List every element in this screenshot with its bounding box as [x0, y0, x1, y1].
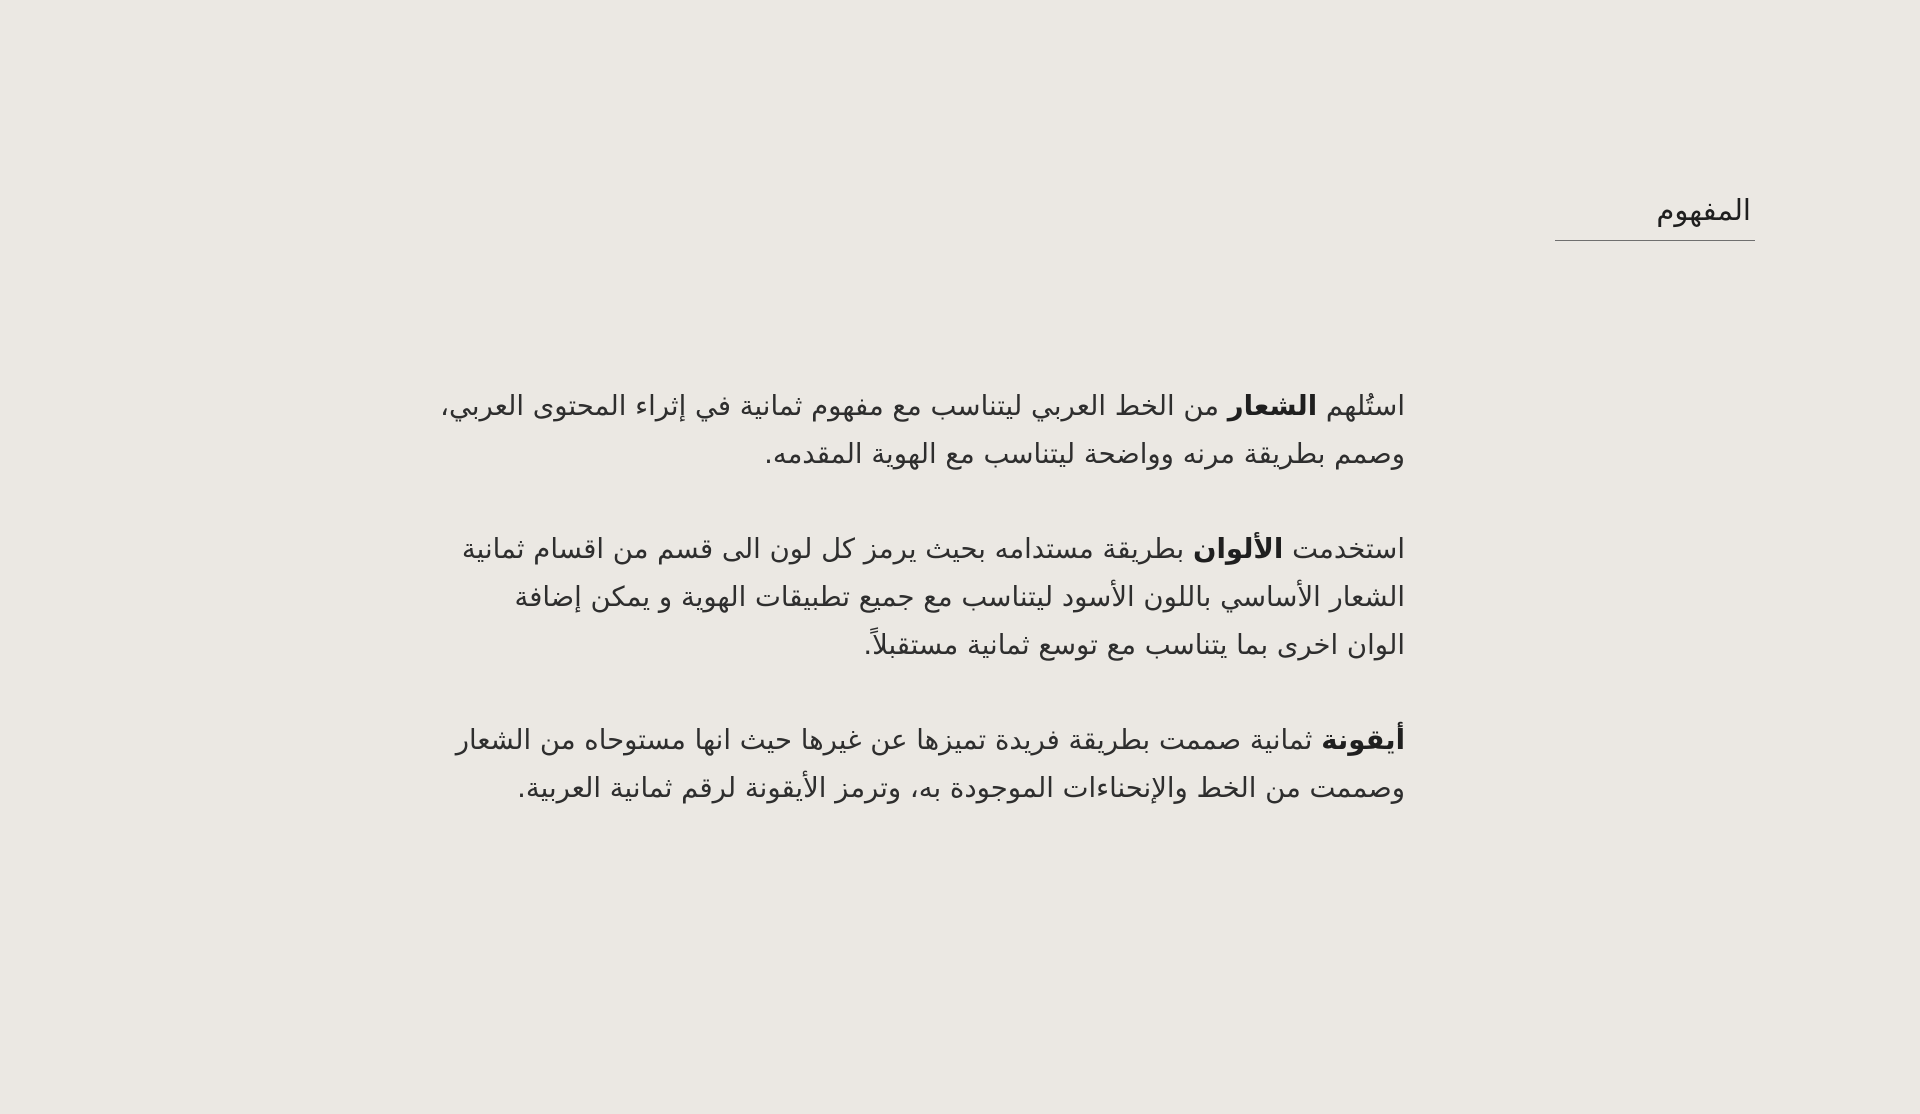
keyword-icon: أيقونة	[1321, 724, 1405, 756]
paragraph-line: الشعار الأساسي باللون الأسود ليتناسب مع جميع تطبيقات الهوية و يمكن إضافة	[514, 581, 1405, 613]
paragraph-icon	[445, 716, 1405, 812]
paragraph-line: الوان اخرى بما يتناسب مع توسع ثمانية مستقبلاً.	[863, 629, 1405, 661]
section-title: المفهوم	[1656, 193, 1751, 227]
section-divider	[1555, 240, 1755, 241]
paragraph-line	[445, 716, 1405, 764]
section-header	[1555, 192, 1755, 241]
paragraph-line	[440, 382, 1405, 430]
keyword-logo: الشعار	[1227, 390, 1318, 422]
paragraph-logo	[440, 382, 1405, 478]
paragraph-line	[445, 525, 1405, 573]
line-prefix: استُلهم	[1317, 390, 1405, 422]
line-prefix: استخدمت	[1283, 533, 1405, 565]
line-suffix: من الخط العربي ليتناسب مع مفهوم ثمانية في إثراء المحتوى العربي،	[440, 390, 1228, 422]
paragraph-line: وصممت من الخط والإنحناءات الموجودة به، وترمز الأيقونة لرقم ثمانية العربية.	[517, 772, 1405, 804]
concept-description	[440, 382, 1405, 812]
line-suffix: ثمانية صممت بطريقة فريدة تميزها عن غيرها حيث انها مستوحاه من الشعار	[455, 724, 1322, 756]
line-suffix: بطريقة مستدامه بحيث يرمز كل لون الى قسم من اقسام ثمانية	[461, 533, 1193, 565]
paragraph-colors	[445, 525, 1405, 669]
keyword-colors: الألوان	[1192, 533, 1284, 565]
paragraph-line: وصمم بطريقة مرنه وواضحة ليتناسب مع الهوية المقدمه.	[764, 438, 1405, 470]
